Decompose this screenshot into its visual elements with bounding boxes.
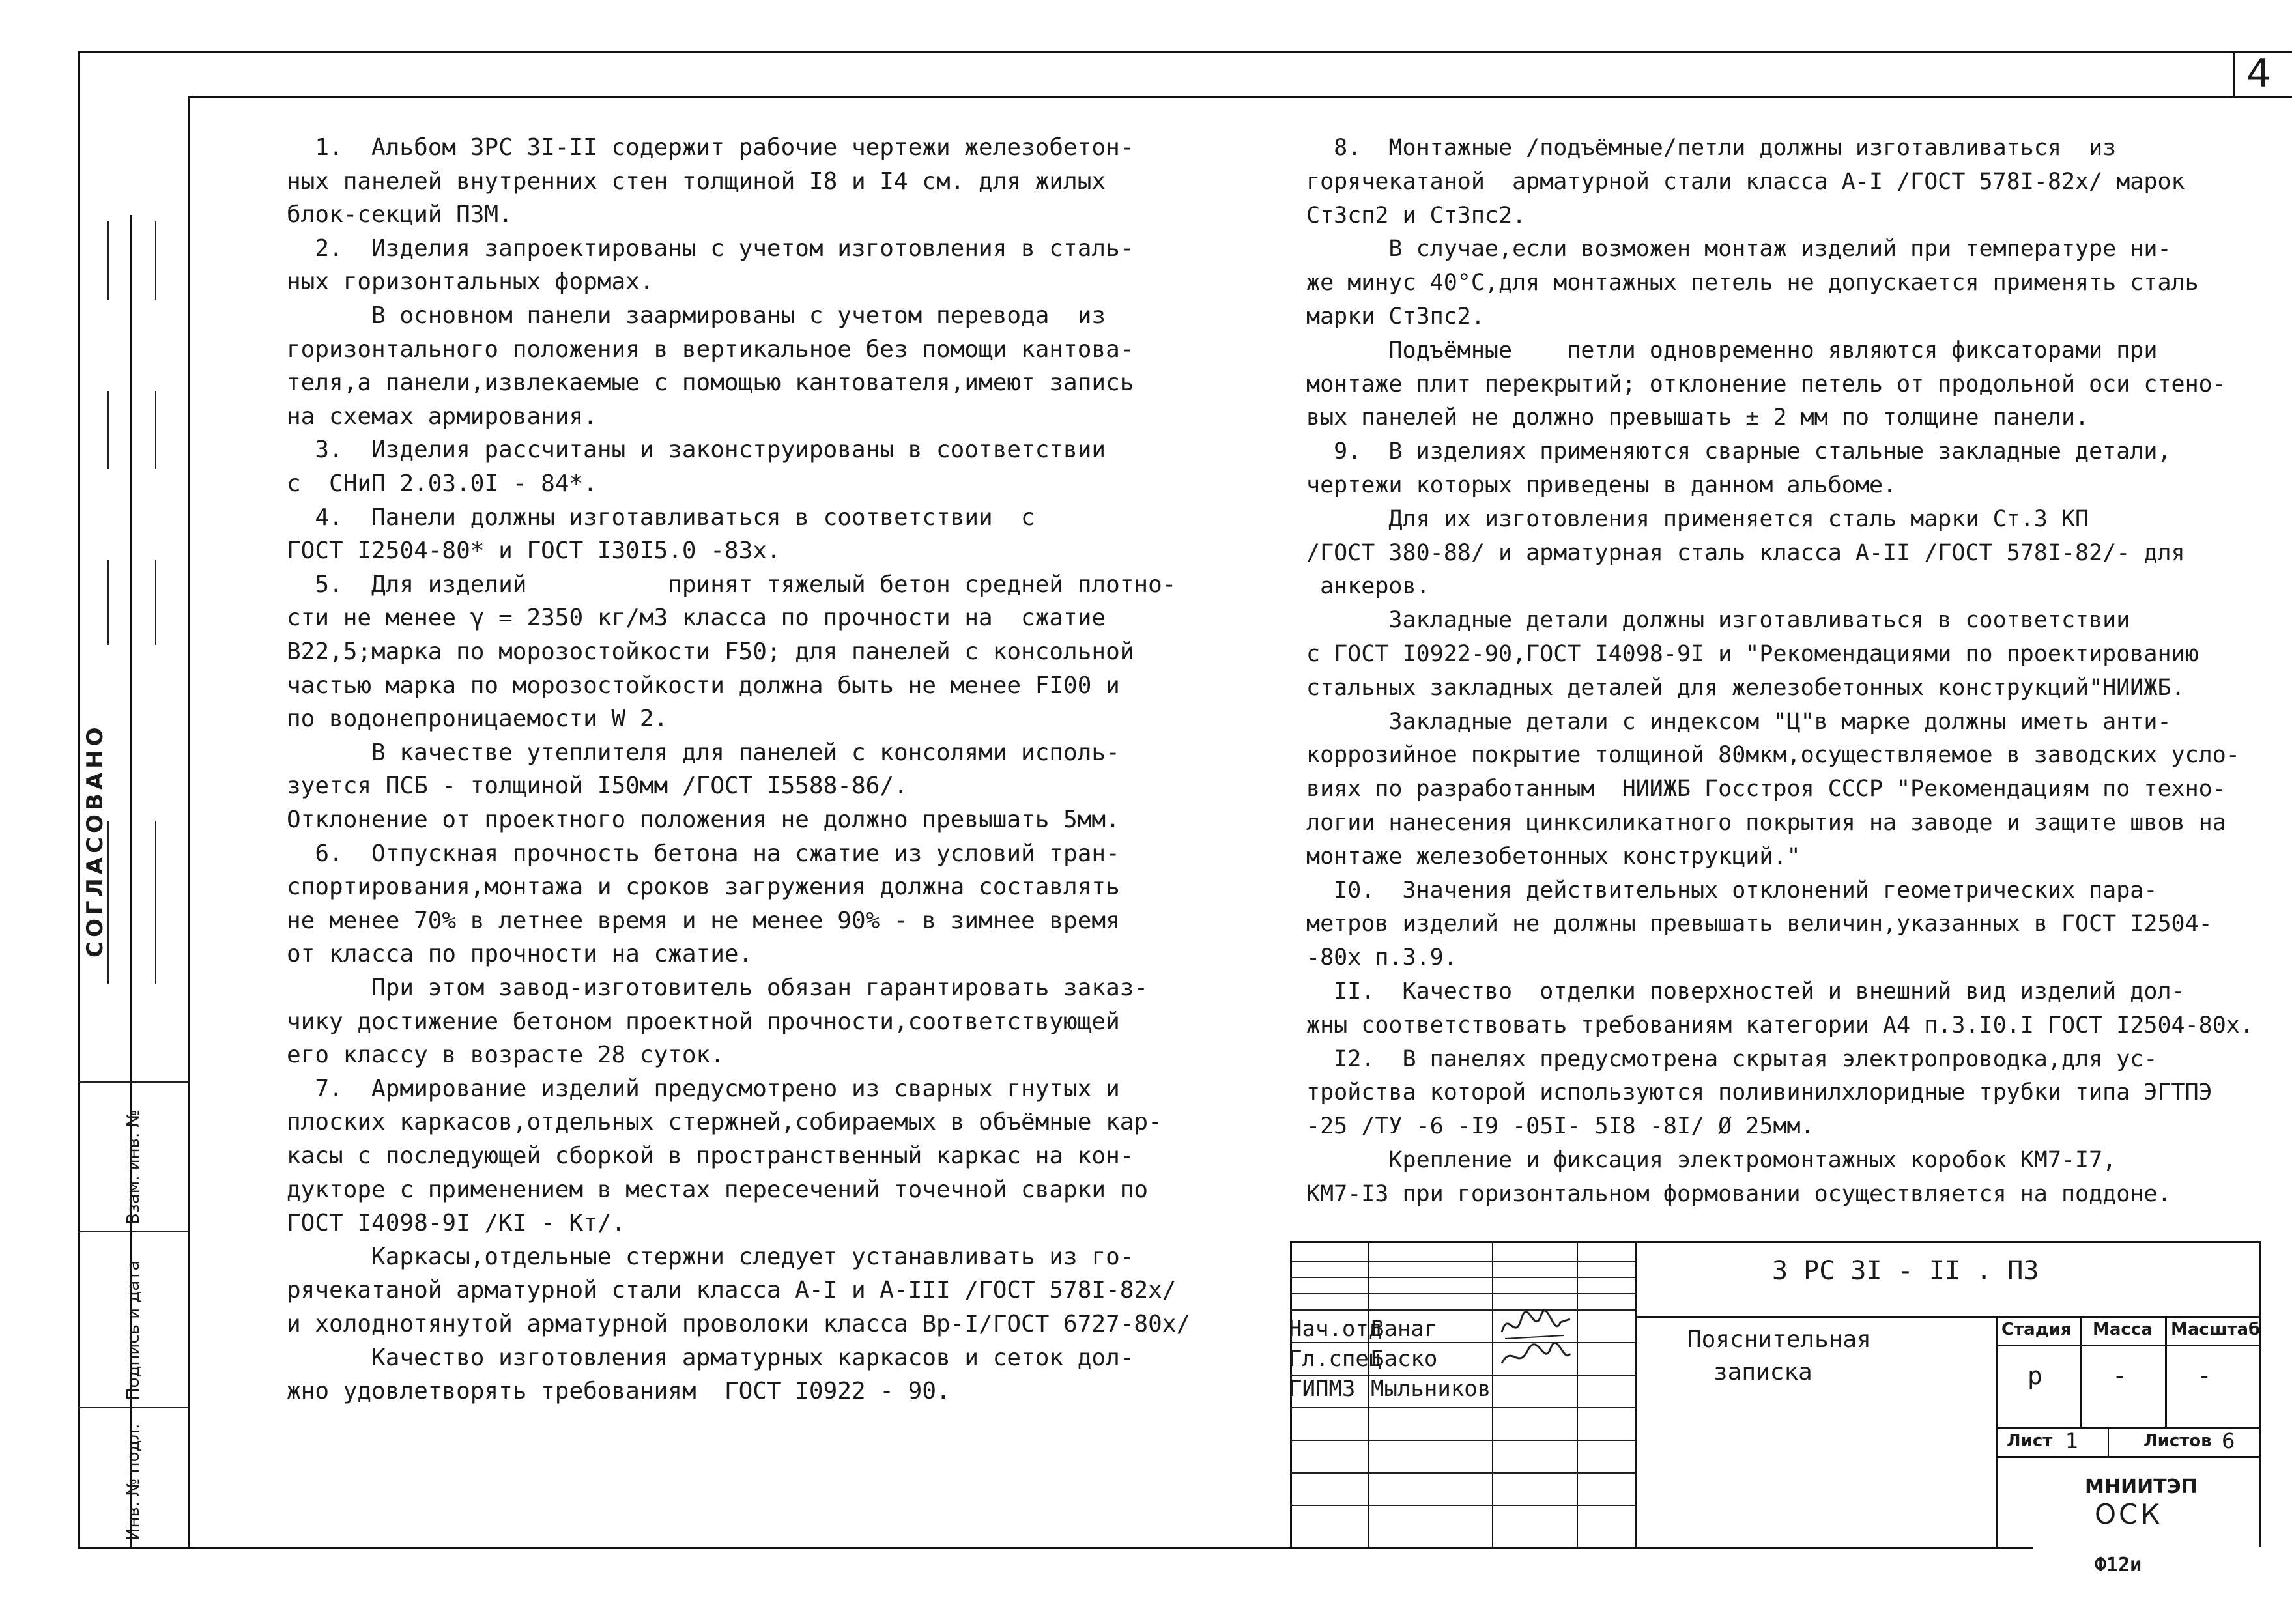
- text-line: марки Ст3пс2.: [1306, 304, 1485, 330]
- sign-grid-col: [1577, 1241, 1578, 1547]
- text-line: по водонепроницаемости W 2.: [287, 705, 668, 733]
- sheet-number-divider: [2233, 51, 2235, 98]
- text-line: Для их изготовления применяется сталь марки Ст.3 КП: [1306, 506, 2089, 532]
- side-strip-line: [155, 391, 156, 469]
- text-line: II. Качество отделки поверхностей и внешний вид изделий дол-: [1306, 978, 2185, 1004]
- text-line: В22,5;марка по морозостойкости F50; для панелей с консольной: [287, 638, 1134, 665]
- sign-date-label: Подпись и дата: [124, 1260, 143, 1401]
- text-line: 9. В изделиях применяются сварные стальные закладные детали,: [1306, 438, 2171, 465]
- text-line: 4. Панели должны изготавливаться в соответствии с: [287, 504, 1035, 531]
- text-line: 2. Изделия запроектированы с учетом изготовления в сталь-: [287, 235, 1134, 262]
- sign-grid-row: [1290, 1505, 1635, 1506]
- side-strip-line: [155, 221, 156, 300]
- text-line: /ГОСТ 380-88/ и арматурная сталь класса А-II /ГОСТ 578I-82/- для: [1306, 539, 2185, 566]
- sign-grid-row: [1290, 1472, 1635, 1474]
- text-line: с ГОСТ I0922-90,ГОСТ I4098-9I и "Рекомендациями по проектированию: [1306, 641, 2199, 667]
- sheet-number: 4: [2246, 51, 2272, 96]
- signer-role: Гл.спец: [1289, 1346, 1382, 1372]
- text-line: Каркасы,отдельные стержни следует устанавливать из го-: [287, 1243, 1134, 1270]
- text-line: 7. Армирование изделий предусмотрено из сварных гнутых и: [287, 1075, 1120, 1102]
- frame-left-inner: [188, 96, 190, 1549]
- frame-top-inner: [188, 96, 2292, 98]
- text-line: I2. В панелях предусмотрена скрытая электропроводка,для ус-: [1306, 1046, 2158, 1072]
- title-block-sheet-divider: [2108, 1427, 2109, 1456]
- text-line: же минус 40°С,для монтажных петель не допускается применять сталь: [1306, 270, 2199, 296]
- text-line: При этом завод-изготовитель обязан гарантировать заказ-: [287, 975, 1149, 1001]
- text-line: В случае,если возможен монтаж изделий при температуре ни-: [1306, 236, 2171, 263]
- text-line: плоских каркасов,отдельных стержней,собираемых в объёмные кар-: [287, 1109, 1162, 1136]
- mass-value: -: [2112, 1361, 2127, 1390]
- text-line: жны соответствовать требованиям категории А4 п.3.I0.I ГОСТ I2504-80x.: [1306, 1012, 2254, 1038]
- mass-label: Масса: [2093, 1320, 2153, 1339]
- title-block-col-divider: [2165, 1316, 2167, 1427]
- side-strip-line: [107, 221, 109, 300]
- signature-basko: [1498, 1341, 1573, 1373]
- sign-grid-row: [1290, 1261, 1635, 1262]
- text-line: 6. Отпускная прочность бетона на сжатие из условий тран-: [287, 840, 1120, 867]
- text-line: тройства которой используются поливинилхлоридные трубки типа ЭГТПЭ: [1306, 1079, 2213, 1106]
- text-line: 3. Изделия рассчитаны и законструированы в соответствии: [287, 436, 1106, 464]
- title-block-main-divider: [1635, 1241, 1637, 1547]
- text-line: I0. Значения действительных отклонений геометрических пара-: [1306, 877, 2158, 904]
- signer-role: Нач.отд: [1289, 1316, 1382, 1342]
- stage-value: р: [2027, 1361, 2042, 1390]
- title-block-right-divider: [1996, 1316, 1998, 1547]
- text-line: вых панелей не должно превышать ± 2 мм по толщине панели.: [1306, 405, 2089, 431]
- text-line: Качество изготовления арматурных каркасов и сеток дол-: [287, 1344, 1134, 1371]
- approved-label: СОГЛАСОВАНО: [82, 723, 108, 958]
- text-line: ных панелей внутренних стен толщиной I8 и I4 см. для жилых: [287, 167, 1106, 195]
- scale-value: -: [2197, 1361, 2212, 1390]
- text-line: Закладные детали должны изготавливаться в соответствии: [1306, 607, 2130, 634]
- text-line: жно удовлетворять требованиям ГОСТ I0922 - 90.: [287, 1378, 951, 1405]
- side-strip-line: [155, 560, 156, 645]
- text-line: 5. Для изделий принят тяжелый бетон средней плотно-: [287, 571, 1177, 598]
- sign-grid-row: [1290, 1440, 1635, 1441]
- signer-name: Баско: [1371, 1346, 1438, 1372]
- text-line: Ст3сп2 и Ст3пс2.: [1306, 202, 1526, 229]
- inv-podl-label: Инв. № подл.: [124, 1423, 143, 1541]
- text-line: анкеров.: [1306, 573, 1430, 600]
- format-mark: Ф12и: [2095, 1554, 2142, 1576]
- text-line: дукторе с применением в местах пересечений точечной сварки по: [287, 1176, 1149, 1203]
- text-line: стальных закладных деталей для железобетонных конструкций"НИИЖБ.: [1306, 674, 2185, 701]
- stage-label: Стадия: [2001, 1320, 2072, 1339]
- text-line: на схемах армирования.: [287, 403, 597, 430]
- text-line: и холоднотянутой арматурной проволоки класса Вр-I/ГОСТ 6727-80x/: [287, 1311, 1191, 1337]
- text-line: рячекатаной арматурной стали класса А-I и А-III /ГОСТ 578I-82x/: [287, 1277, 1177, 1304]
- sheet-label: Лист: [2007, 1431, 2053, 1451]
- text-line: виях по разработанным НИИЖБ Госстроя СССР "Рекомендациям по техно-: [1306, 776, 2226, 803]
- text-line: его классу в возрасте 28 суток.: [287, 1042, 724, 1069]
- side-strip-rule: [78, 1081, 189, 1083]
- text-line: теля,а панели,извлекаемые с помощью кантователя,имеют запись: [287, 369, 1134, 397]
- title-block-stage-bottom: [1996, 1427, 2259, 1429]
- frame-bottom: [78, 1547, 2033, 1549]
- title-block-sheet-bottom: [1996, 1456, 2259, 1458]
- text-line: КМ7-I3 при горизонтальном формовании осуществляется на поддоне.: [1306, 1180, 2171, 1207]
- text-line: монтаже железобетонных конструкций.": [1306, 843, 1801, 870]
- title-line-1: Пояснительная: [1687, 1326, 1871, 1353]
- side-strip-rule: [78, 1231, 189, 1232]
- text-line: блок-секций ПЗМ.: [287, 201, 513, 229]
- sign-grid-row: [1290, 1407, 1635, 1408]
- text-line: 8. Монтажные /подъёмные/петли должны изготавливаться из: [1306, 135, 2117, 161]
- sign-grid-row: [1290, 1309, 1635, 1311]
- text-line: ГОСТ I2504-80* и ГОСТ I30I5.0 -83x.: [287, 537, 781, 565]
- inv-vzam-label: Взам. инв. №: [124, 1109, 143, 1225]
- title-block-right: [2259, 1241, 2261, 1547]
- text-line: Крепление и фиксация электромонтажных коробок КМ7-I7,: [1306, 1147, 2117, 1173]
- text-line: сти не менее γ = 2350 кг/м3 класса по прочности на сжатие: [287, 605, 1106, 632]
- frame-left-outer: [78, 51, 80, 1549]
- side-strip-line: [107, 560, 109, 645]
- side-strip-line: [155, 821, 156, 984]
- title-block-code-divider: [1635, 1316, 2261, 1318]
- title-block-stage-header: [1996, 1345, 2259, 1346]
- title-block-col-divider: [2080, 1316, 2082, 1427]
- signer-role: ГИПМЗ: [1289, 1376, 1356, 1402]
- text-line: ГОСТ I4098-9I /КI - Кт/.: [287, 1210, 626, 1237]
- sheets-value: 6: [2222, 1429, 2235, 1453]
- scale-label: Масштаб: [2171, 1320, 2261, 1339]
- text-line: горизонтального положения в вертикальное без помощи кантова-: [287, 335, 1134, 363]
- sign-grid-row: [1290, 1342, 1635, 1343]
- text-line: логии нанесения цинксиликатного покрытия на заводе и защите швов на: [1306, 810, 2226, 836]
- text-line: касы с последующей сборкой в пространственный каркас на кон-: [287, 1143, 1134, 1169]
- text-line: ных горизонтальных формах.: [287, 268, 654, 296]
- text-line: 1. Альбом 3РС 3I-II содержит рабочие чертежи железобетон-: [287, 134, 1134, 161]
- org-name: МНИИТЭП: [2085, 1475, 2198, 1498]
- signature-vanag: [1498, 1306, 1573, 1345]
- sheets-label: Листов: [2143, 1431, 2212, 1451]
- sign-grid-col: [1368, 1241, 1369, 1547]
- text-line: В основном панели заармированы с учетом перевода из: [287, 302, 1106, 329]
- text-line: горячекатаной арматурной стали класса А-I /ГОСТ 578I-82x/ марок: [1306, 168, 2185, 195]
- text-line: метров изделий не должны превышать величин,указанных в ГОСТ I2504-: [1306, 911, 2213, 937]
- side-strip-line: [107, 391, 109, 469]
- document-code: 3 РС 3I - II . ПЗ: [1772, 1256, 2039, 1286]
- frame-top-outer: [78, 51, 2292, 53]
- sign-grid-row: [1290, 1277, 1635, 1278]
- text-line: зуется ПСБ - толщиной I50мм /ГОСТ I5588-86/.: [287, 773, 908, 800]
- text-line: монтаже плит перекрытий; отклонение петель от продольной оси стено-: [1306, 371, 2226, 397]
- signer-name: Мыльников: [1371, 1376, 1491, 1402]
- text-line: Отклонение от проектного положения не должно превышать 5мм.: [287, 806, 1120, 833]
- sheet-value: 1: [2065, 1429, 2079, 1453]
- text-line: -25 /ТУ -6 -I9 -05I- 5I8 -8I/ Ø 25мм.: [1306, 1113, 1814, 1140]
- sign-grid-col: [1492, 1241, 1493, 1547]
- title-block-top: [1290, 1241, 2261, 1243]
- text-line: с СНиП 2.03.0I - 84*.: [287, 470, 597, 497]
- text-line: В качестве утеплителя для панелей с консолями исполь-: [287, 739, 1120, 766]
- text-line: Закладные детали с индексом "Ц"в марке должны иметь анти-: [1306, 708, 2171, 735]
- org-dept: ОСК: [2095, 1498, 2163, 1530]
- text-line: спортирования,монтажа и сроков загружения должна составлять: [287, 874, 1120, 901]
- text-line: Подъёмные петли одновременно являются фиксаторами при: [1306, 337, 2158, 363]
- text-line: от класса по прочности на сжатие.: [287, 941, 753, 968]
- signer-name: Ванаг: [1371, 1316, 1438, 1342]
- text-line: коррозийное покрытие толщиной 80мкм,осуществляемое в заводских усло-: [1306, 742, 2240, 769]
- text-line: частью марка по морозостойкости должна быть не менее FI00 и: [287, 672, 1120, 699]
- title-line-2: записка: [1713, 1359, 1812, 1386]
- text-line: не менее 70% в летнее время и не менее 90% - в зимнее время: [287, 907, 1120, 934]
- text-line: чертежи которых приведены в данном альбоме.: [1306, 472, 1897, 498]
- text-line: чику достижение бетоном проектной прочности,соответствующей: [287, 1008, 1120, 1035]
- side-strip-rule: [78, 1407, 189, 1408]
- sign-grid-row: [1290, 1293, 1635, 1294]
- text-line: -80x п.3.9.: [1306, 945, 1457, 971]
